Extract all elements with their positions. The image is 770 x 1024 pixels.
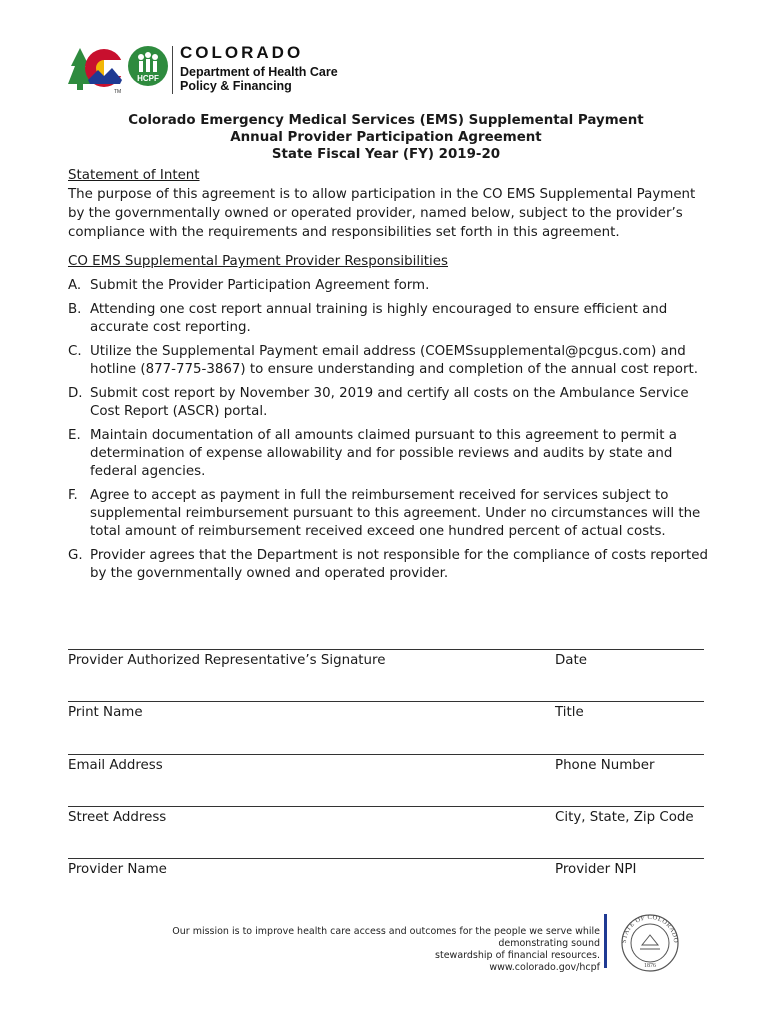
brand-block — [180, 44, 338, 93]
signature-field-row[interactable] — [68, 649, 704, 670]
list-item — [68, 487, 708, 541]
address-field-row[interactable] — [68, 806, 704, 827]
list-item — [68, 385, 708, 421]
brand-state: COLORADO — [180, 43, 304, 62]
city-state-zip-label: City, State, Zip Code — [555, 810, 694, 825]
brand-dept-line2: Policy & Financing — [180, 79, 292, 93]
list-item-letter: A. — [68, 278, 82, 293]
list-item-letter: D. — [68, 386, 83, 401]
colorado-hcpf-logo — [68, 44, 172, 94]
seal-year: 1876 — [644, 963, 656, 969]
brand-dept-line1: Department of Health Care — [180, 65, 338, 79]
list-item-text: Provider agrees that the Department is not responsible for the compliance of costs reported by the governmentally owned and operated provider. — [90, 548, 708, 581]
print-name-label: Print Name — [68, 705, 143, 720]
footer-url[interactable]: www.colorado.gov/hcpf — [489, 962, 600, 973]
list-item-text: Utilize the Supplemental Payment email address (COEMSsupplemental@pcgus.com) and hotline (877-775-3867) to ensure understanding and completion of the annual cost report. — [90, 344, 698, 377]
seal-text: STATE OF COLORADO — [620, 913, 680, 944]
provider-npi-label: Provider NPI — [555, 862, 637, 877]
state-seal-icon — [616, 913, 684, 973]
list-item-text: Submit the Provider Participation Agreement form. — [90, 278, 430, 293]
list-item — [68, 301, 708, 337]
footer-mission — [120, 926, 600, 974]
list-item-text: Agree to accept as payment in full the reimbursement received for services subject to supplemental reimbursement pursuant to this agreement. Under no circumstances will the total amount of reimbursement received exceed one hundred percent of actual costs. — [90, 488, 701, 539]
signature-label: Provider Authorized Representative’s Signature — [68, 653, 386, 668]
list-item-letter: E. — [68, 428, 81, 443]
page-header — [68, 44, 468, 104]
list-item-text: Attending one cost report annual training is highly encouraged to ensure efficient and accurate cost reporting. — [90, 302, 668, 335]
logo-initials: HCPF — [137, 74, 159, 83]
footer-line-1: Our mission is to improve health care access and outcomes for the people we serve while demonstrating sound — [172, 926, 600, 949]
street-address-label: Street Address — [68, 810, 167, 825]
list-item-letter: G. — [68, 548, 83, 563]
document-title — [68, 112, 704, 163]
list-item — [68, 427, 708, 481]
svg-text:STATE OF COLORADO — [621, 914, 679, 943]
statement-of-intent — [68, 166, 704, 242]
list-item-letter: C. — [68, 344, 82, 359]
title-label: Title — [555, 705, 584, 720]
email-field-row[interactable] — [68, 754, 704, 775]
date-label: Date — [555, 653, 588, 668]
title-line-2: Annual Provider Participation Agreement — [230, 130, 542, 145]
responsibilities-heading: CO EMS Supplemental Payment Provider Responsibilities — [68, 254, 448, 269]
phone-label: Phone Number — [555, 758, 655, 773]
responsibilities-section — [68, 253, 708, 583]
brand-divider — [172, 46, 173, 94]
provider-name-label: Provider Name — [68, 862, 167, 877]
list-item-letter: F. — [68, 488, 78, 503]
list-item — [68, 547, 708, 583]
footer-line-2: stewardship of financial resources. — [435, 950, 600, 961]
print-name-field-row[interactable] — [68, 701, 704, 722]
trademark-mark: TM — [114, 89, 122, 94]
email-label: Email Address — [68, 758, 163, 773]
list-item — [68, 343, 708, 379]
footer-divider — [604, 914, 607, 968]
list-item-text: Maintain documentation of all amounts claimed pursuant to this agreement to permit a determination of expense allowability and for possible reviews and audits by state and federal agencies. — [90, 428, 677, 479]
provider-field-row[interactable] — [68, 858, 704, 879]
list-item-text: Submit cost report by November 30, 2019 and certify all costs on the Ambulance Service Cost Report (ASCR) portal. — [90, 386, 689, 419]
intent-body: The purpose of this agreement is to allow participation in the CO EMS Supplemental Payment by the governmentally owned or operated provider, named below, subject to the provider’s compliance with the requirements and responsibilities set forth in this agreement. — [68, 187, 696, 240]
title-line-3: State Fiscal Year (FY) 2019-20 — [271, 147, 501, 162]
intent-heading: Statement of Intent — [68, 168, 200, 183]
list-item — [68, 277, 708, 295]
title-line-1: Colorado Emergency Medical Services (EMS) Supplemental Payment — [128, 113, 644, 128]
list-item-letter: B. — [68, 302, 82, 317]
